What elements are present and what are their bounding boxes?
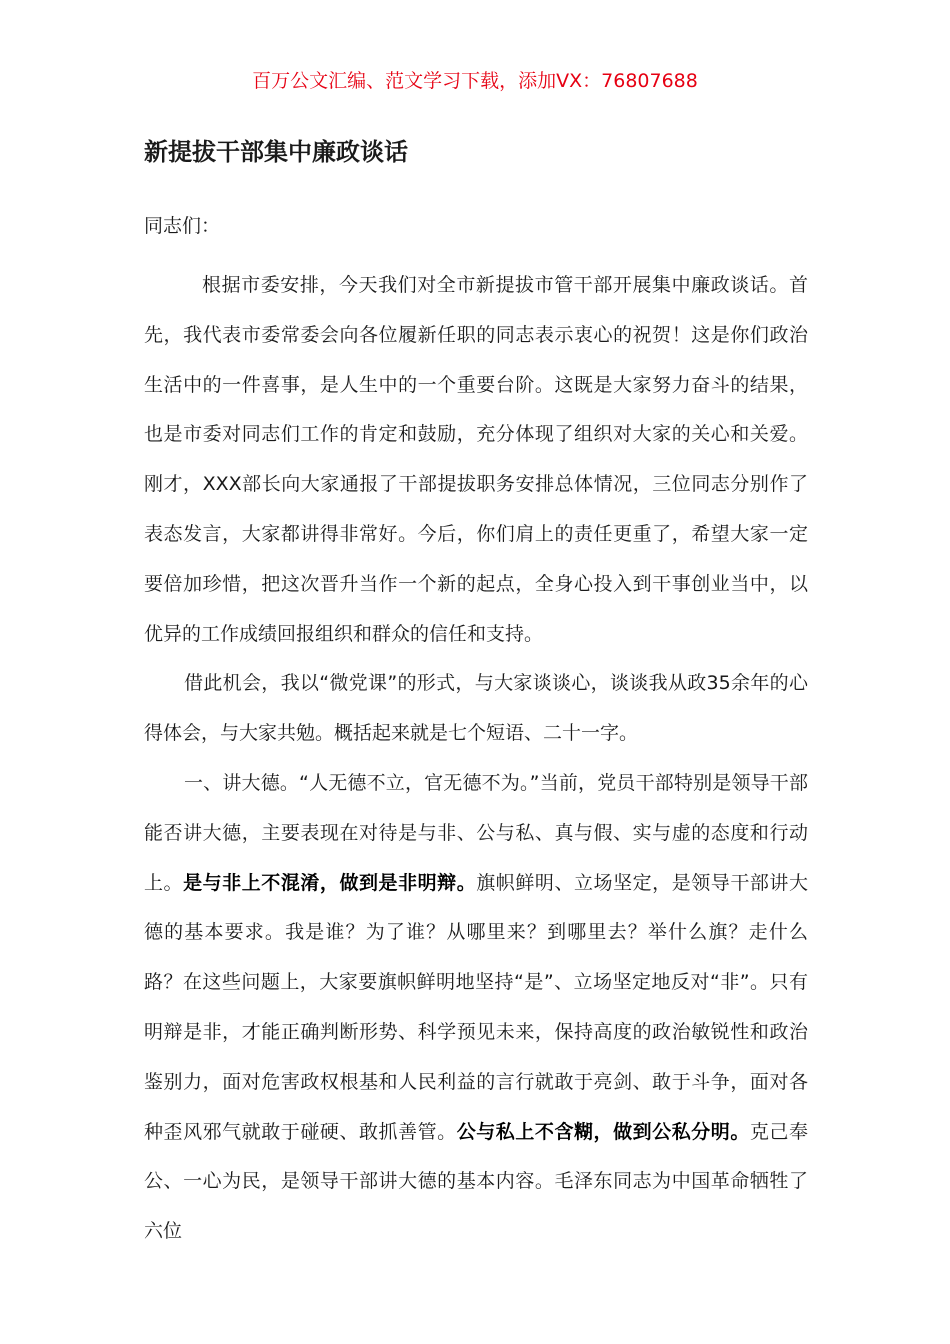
section-one-bold-1: 是与非上不混淆，做到是非明辩。 — [183, 871, 477, 894]
header-notice: 百万公文汇编、范文学习下载，添加VX：76807688 — [252, 70, 698, 92]
section-one-text-3: 克己奉公、一心为民，是领导干部讲大德的基本内容。毛泽东同志为中国革命牺牲了六位 — [144, 1120, 808, 1243]
paragraph-section-one — [144, 759, 808, 1257]
document-body — [144, 261, 808, 1257]
paragraph-intro: 根据市委安排，今天我们对全市新提拔市管干部开展集中廉政谈话。首先，我代表市委常委会向各位履新任职的同志表示衷心的祝贺！这是你们政治生活中的一件喜事，是人生中的一个重要台阶。这既是大家努力奋斗的结果，也是市委对同志们工作的肯定和鼓励，充分体现了组织对大家的关心和关爱。刚才，XXX部长向大家通报了干部提拔职务安排总体情况，三位同志分别作了表态发言，大家都讲得非常好。今后，你们肩上的责任更重了，希望大家一定要倍加珍惜，把这次晋升当作一个新的起点，全身心投入到干事创业当中，以优异的工作成绩回报组织和群众的信任和支持。 — [144, 274, 808, 645]
document-title: 新提拔干部集中廉政谈话 — [144, 137, 408, 166]
section-one-bold-2: 公与私上不含糊，做到公私分明。 — [456, 1120, 750, 1143]
salutation: 同志们： — [144, 215, 221, 237]
paragraph-micro-lesson: 借此机会，我以“微党课”的形式，与大家谈谈心，谈谈我从政35余年的心得体会，与大家共勉。概括起来就是七个短语、二十一字。 — [144, 672, 808, 745]
section-one-text-1: 一、讲大德。“人无德不立，官无德不为。”当前，党员干部特别是领导干部能否讲大德，主要表现在对待是与非、公与私、真与假、实与虚的态度和行动上。 — [144, 771, 808, 894]
section-one-text-2: 旗帜鲜明、立场坚定，是领导干部讲大德的基本要求。我是谁？为了谁？从哪里来？到哪里去？举什么旗？走什么路？在这些问题上，大家要旗帜鲜明地坚持“是”、立场坚定地反对“非”。只有明辩是非，才能正确判断形势、科学预见未来，保持高度的政治敏锐性和政治鉴别力，面对危害政权根基和人民利益的言行就敢于亮剑、敢于斗争，面对各种歪风邪气就敢于碰硬、敢抓善管。 — [144, 871, 809, 1143]
